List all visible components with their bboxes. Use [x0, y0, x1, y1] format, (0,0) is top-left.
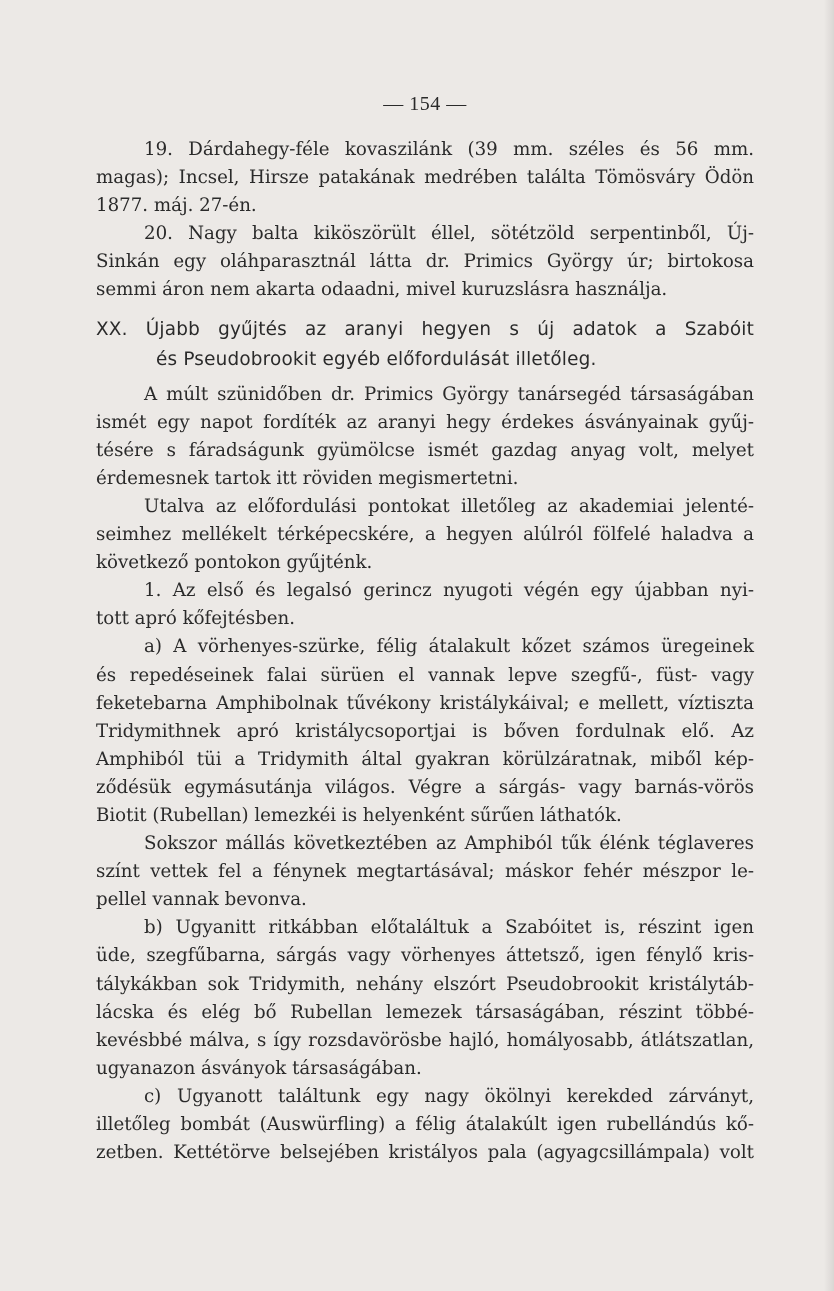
section-heading — [96, 315, 754, 375]
body-paragraph — [96, 1083, 754, 1167]
body-paragraph — [96, 381, 754, 493]
body-paragraph — [96, 914, 754, 1083]
text-line: Sinkán egy oláhparasztnál látta dr. Primics György úr; birtokosa — [96, 251, 754, 273]
body-paragraph — [96, 633, 754, 830]
body-paragraph — [96, 493, 754, 577]
text-line: és repedéseinek falai sürüen el vannak lepve szegfű-, füst- vagy — [96, 664, 754, 686]
text-line: tálykákban sok Tridymith, nehány elszórt Pseudobrookit kristálytáb- — [96, 973, 754, 995]
text-line: következő pontokon gyűjténk. — [96, 552, 373, 574]
text-line: ugyanazon ásványok társaságában. — [96, 1057, 422, 1079]
page-number: — 154 — — [383, 93, 467, 115]
text-line: érdemesnek tartok itt röviden megismertetni. — [96, 467, 519, 489]
text-line: kevésbbé málva, s így rozsdavörösbe hajló, homályosabb, átlátszatlan, — [96, 1029, 754, 1051]
text-line: b) Ugyanitt ritkábban előtaláltuk a Szabóitet is, részint igen — [144, 917, 754, 939]
text-line: tott apró kőfejtésben. — [96, 608, 295, 630]
text-line: ismét egy napot fordíték az aranyi hegy érdekes ásványainak gyűj- — [96, 411, 754, 433]
text-line: c) Ugyanott találtunk egy nagy ökölnyi kerekded zárványt, — [144, 1085, 754, 1107]
text-line: magas); Incsel, Hirsze patakának medrében találta Tömösváry Ödön — [96, 167, 754, 189]
text-line: pellel vannak bevonva. — [96, 889, 307, 911]
text-line: Tridymithnek apró kristálycsoportjai is bőven fordulnak elő. Az — [96, 720, 754, 742]
text-line: A múlt szünidőben dr. Primics György tanársegéd társaságában — [144, 383, 754, 405]
text-line: a) A vörhenyes-szürke, félig átalakult kőzet számos üregeinek — [144, 636, 754, 658]
text-line: 19. Dárdahegy-féle kovaszilánk (39 mm. széles és 56 mm. — [144, 139, 754, 160]
text-line: tésére s fáradságunk gyümölcse ismét gazdag anyag volt, melyet — [96, 439, 754, 461]
text-line: feketebarna Amphibolnak tűvékony kristálykáival; e mellett, víztiszta — [96, 692, 754, 714]
heading-line: XX. Újabb gyűjtés az aranyi hegyen s új adatok a Szabóit — [96, 318, 754, 340]
text-line: ződésük egymásutánja világos. Végre a sárgás- vagy barnás-vörös — [96, 776, 754, 798]
text-line: 1877. máj. 27-én. — [96, 195, 257, 217]
text-line: semmi áron nem akarta odaadni, mivel kuruzslásra használja. — [96, 279, 668, 301]
text-line: zetben. Kettétörve belsejében kristályos pala (agyagcsillámpala) volt — [96, 1142, 754, 1164]
text-line: 20. Nagy balta kiköszörült éllel, sötétzöld serpentinből, Új- — [144, 223, 754, 245]
paragraph-20 — [96, 220, 754, 304]
text-line: üde, szegfűbarna, sárgás vagy vörhenyes áttetsző, igen fénylő kris- — [96, 945, 754, 967]
paragraph-19 — [96, 136, 754, 220]
page-edge-shadow — [824, 0, 834, 1291]
text-line: lácska és elég bő Rubellan lemezek társaságában, részint többé- — [96, 1001, 754, 1023]
text-line: Amphiból tüi a Tridymith által gyakran körülzáratnak, miből kép- — [96, 748, 754, 770]
text-line: Sokszor mállás következtében az Amphiból tűk élénk téglaveres — [144, 833, 754, 855]
text-line: Utalva az előfordulási pontokat illetőleg az akademiai jelenté- — [144, 495, 754, 517]
page-content — [96, 92, 754, 1167]
body-paragraph — [96, 577, 754, 633]
body-paragraph — [96, 830, 754, 914]
text-line: színt vettek fel a fénynek megtartásával; máskor fehér mészpor le- — [96, 861, 754, 883]
text-line: Biotit (Rubellan) lemezkéi is helyenként sűrűen láthatók. — [96, 804, 622, 826]
text-line: illetőleg bombát (Auswürfling) a félig átalakúlt igen rubellándús kő- — [96, 1114, 754, 1135]
heading-line: és Pseudobrookit egyéb előfordulását illetőleg. — [156, 348, 597, 370]
text-line: seimhez mellékelt térképecskére, a hegyen alúlról fölfelé haladva a — [96, 524, 754, 546]
text-line: 1. Az első és legalsó gerincz nyugoti végén egy újabban nyi- — [144, 580, 754, 602]
